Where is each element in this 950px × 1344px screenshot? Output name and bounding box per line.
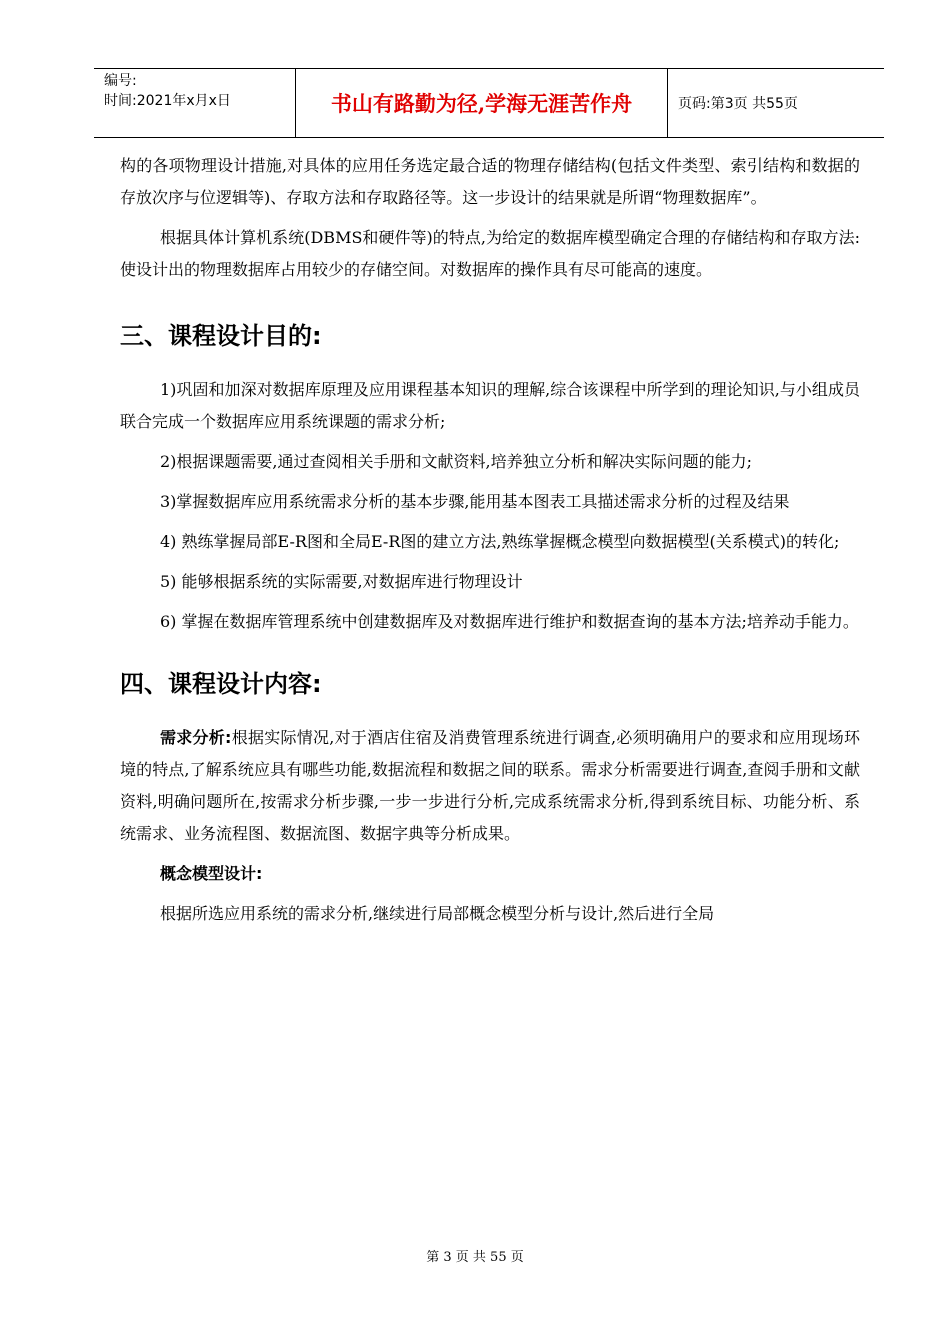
page-footer: 第 3 页 共 55 页	[426, 1250, 524, 1265]
goal-item-5: 5) 能够根据系统的实际需要,对数据库进行物理设计	[160, 572, 523, 591]
goal-item-1: 1)巩固和加深对数据库原理及应用课程基本知识的理解,综合该课程中所学到的理论知识,与小组成员联合完成一个数据库应用系统课题的需求分析;	[120, 380, 860, 431]
goal-item-3: 3)掌握数据库应用系统需求分析的基本步骤,能用基本图表工具描述需求分析的过程及结果	[160, 492, 790, 511]
paragraph-storage-structure: 根据具体计算机系统(DBMS和硬件等)的特点,为给定的数据库模型确定合理的存储结构和存取方法:使设计出的物理数据库占用较少的存储空间。对数据库的操作具有尽可能高的速度。	[120, 228, 860, 279]
goal-item-2: 2)根据课题需要,通过查阅相关手册和文献资料,培养独立分析和解决实际问题的能力;	[160, 452, 752, 471]
header-meta	[94, 69, 296, 137]
page-content	[120, 150, 860, 930]
header-time-label: 时间:2021年x月x日	[104, 93, 231, 109]
requirements-text: 根据实际情况,对于酒店住宿及消费管理系统进行调查,必须明确用户的要求和应用现场环境的特点,了解系统应具有哪些功能,数据流程和数据之间的联系。需求分析需要进行调查,查阅手册和文献资料,明确问题所在,按需求分析步骤,一步一步进行分析,完成系统需求分析,得到系统目标、功能分析、系统需求、业务流程图、数据流图、数据字典等分析成果。	[120, 728, 860, 843]
header-number-label: 编号:	[104, 73, 137, 89]
header-slogan: 书山有路勤为径,学海无涯苦作舟	[296, 69, 668, 137]
goal-item-6: 6) 掌握在数据库管理系统中创建数据库及对数据库进行维护和数据查询的基本方法;培养动手能力。	[160, 612, 859, 631]
concept-model-label: 概念模型设计:	[160, 864, 263, 883]
page-header	[94, 68, 884, 138]
section-heading-content: 四、课程设计内容:	[120, 670, 322, 698]
paragraph-physical-design: 构的各项物理设计措施,对具体的应用任务选定最合适的物理存储结构(包括文件类型、索引结构和数据的存放次序与位逻辑等)、存取方法和存取路径等。这一步设计的结果就是所谓“物理数据库”。	[120, 156, 860, 207]
requirements-label: 需求分析:	[160, 728, 232, 747]
paragraph-requirements	[120, 722, 860, 850]
paragraph-concept-model: 根据所选应用系统的需求分析,继续进行局部概念模型分析与设计,然后进行全局	[160, 904, 715, 923]
header-page-info: 页码:第3页 共55页	[678, 96, 798, 112]
goal-item-4: 4) 熟练掌握局部E-R图和全局E-R图的建立方法,熟练掌握概念模型向数据模型(关系模式)的转化;	[160, 532, 840, 551]
section-heading-goals: 三、课程设计目的:	[120, 322, 322, 350]
